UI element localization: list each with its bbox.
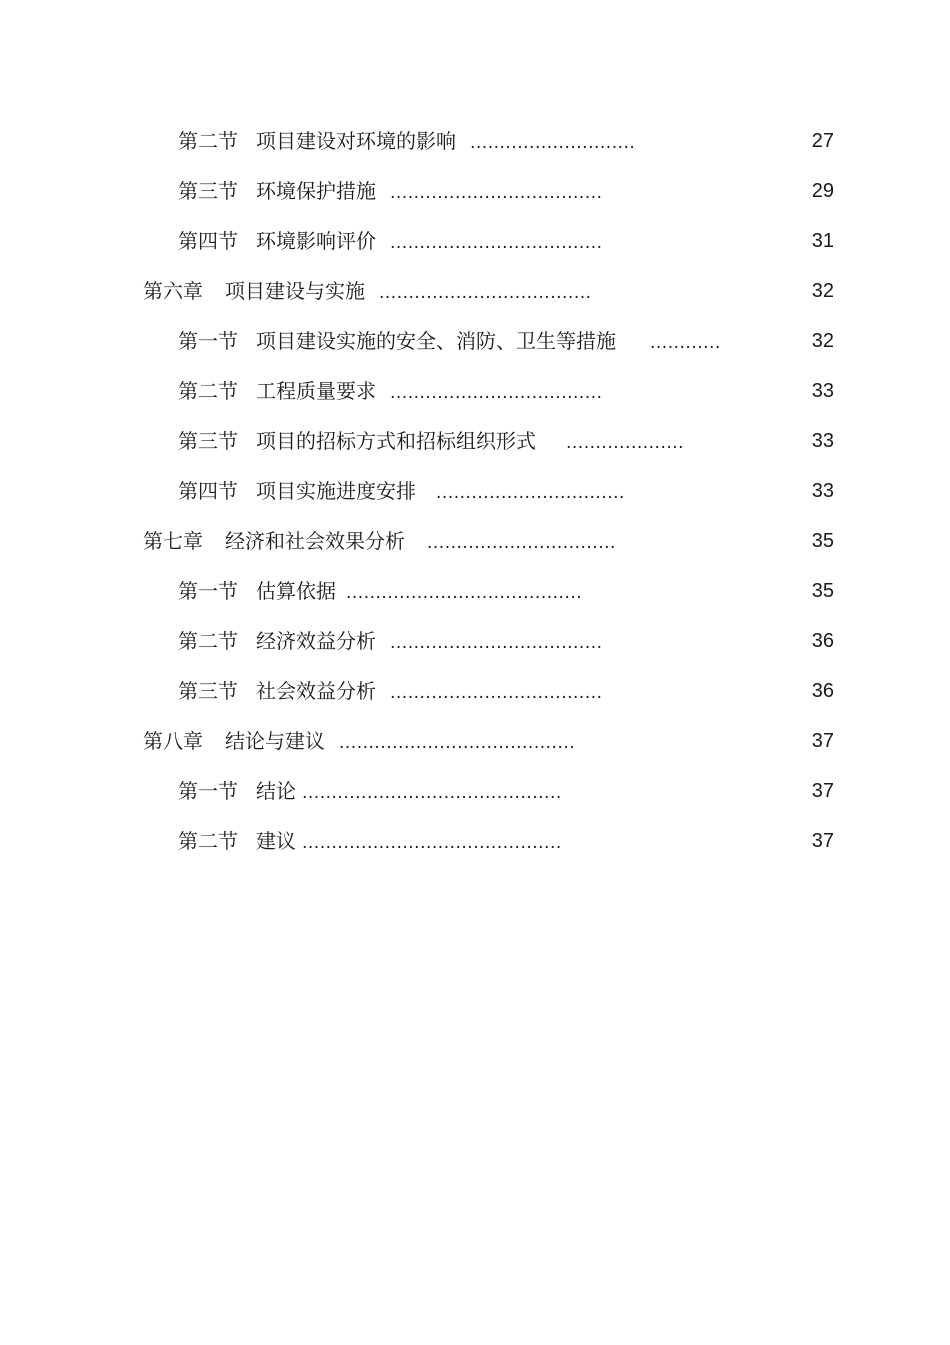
toc-dot-leader: .................................... bbox=[379, 283, 592, 303]
toc-entry-title: 经济效益分析 bbox=[256, 629, 376, 653]
toc-entry-title: 环境保护措施 bbox=[256, 179, 376, 203]
toc-entry-number: 第六章 bbox=[143, 279, 203, 303]
toc-entry[interactable] bbox=[0, 622, 950, 672]
toc-entry-title: 结论 bbox=[256, 779, 296, 803]
toc-page-number: 33 bbox=[811, 480, 834, 502]
toc-page-number: 35 bbox=[811, 530, 834, 552]
toc-entry-number: 第四节 bbox=[178, 229, 238, 253]
toc-page-number: 37 bbox=[811, 830, 834, 852]
toc-entry[interactable] bbox=[0, 122, 950, 172]
toc-chapter-entry[interactable] bbox=[0, 272, 950, 322]
toc-entry-title: 项目的招标方式和招标组织形式 bbox=[256, 429, 536, 453]
toc-entry[interactable] bbox=[0, 772, 950, 822]
toc-entry[interactable] bbox=[0, 372, 950, 422]
toc-entry-title: 项目建设实施的安全、消防、卫生等措施 bbox=[256, 329, 616, 353]
toc-entry-number: 第四节 bbox=[178, 479, 238, 503]
toc-page-number: 35 bbox=[811, 580, 834, 602]
toc-entry-number: 第一节 bbox=[178, 579, 238, 603]
toc-entry[interactable] bbox=[0, 322, 950, 372]
toc-entry-title: 建议 bbox=[256, 829, 296, 853]
toc-dot-leader: ................................ bbox=[436, 483, 625, 503]
toc-entry-number: 第三节 bbox=[178, 429, 238, 453]
table-of-contents bbox=[0, 122, 950, 872]
toc-page-number: 36 bbox=[811, 680, 834, 702]
toc-dot-leader: ............ bbox=[650, 333, 721, 353]
toc-entry[interactable] bbox=[0, 672, 950, 722]
toc-page-number: 36 bbox=[811, 630, 834, 652]
toc-entry-number: 第一节 bbox=[178, 779, 238, 803]
toc-entry-number: 第二节 bbox=[178, 829, 238, 853]
toc-dot-leader: ........................................ bbox=[339, 733, 576, 753]
toc-entry-number: 第三节 bbox=[178, 179, 238, 203]
toc-entry-title: 项目建设与实施 bbox=[225, 279, 365, 303]
toc-chapter-entry[interactable] bbox=[0, 722, 950, 772]
toc-entry-title: 项目实施进度安排 bbox=[256, 479, 416, 503]
toc-entry-title: 估算依据 bbox=[256, 579, 336, 603]
toc-entry[interactable] bbox=[0, 472, 950, 522]
toc-entry-title: 项目建设对环境的影响 bbox=[256, 129, 456, 153]
toc-dot-leader: .................................... bbox=[390, 183, 603, 203]
toc-entry-number: 第二节 bbox=[178, 629, 238, 653]
toc-entry-number: 第二节 bbox=[178, 379, 238, 403]
toc-entry[interactable] bbox=[0, 222, 950, 272]
toc-chapter-entry[interactable] bbox=[0, 522, 950, 572]
toc-dot-leader: ............................................ bbox=[302, 833, 562, 853]
toc-entry-number: 第一节 bbox=[178, 329, 238, 353]
toc-dot-leader: .................... bbox=[566, 433, 685, 453]
toc-entry-number: 第二节 bbox=[178, 129, 238, 153]
toc-dot-leader: .................................... bbox=[390, 683, 603, 703]
toc-entry[interactable] bbox=[0, 572, 950, 622]
toc-dot-leader: .................................... bbox=[390, 383, 603, 403]
toc-entry-title: 工程质量要求 bbox=[256, 379, 376, 403]
toc-entry-title: 社会效益分析 bbox=[256, 679, 376, 703]
toc-entry-number: 第八章 bbox=[143, 729, 203, 753]
toc-entry[interactable] bbox=[0, 822, 950, 872]
toc-entry-title: 经济和社会效果分析 bbox=[225, 529, 405, 553]
toc-page-number: 33 bbox=[811, 380, 834, 402]
toc-entry-number: 第七章 bbox=[143, 529, 203, 553]
toc-entry[interactable] bbox=[0, 172, 950, 222]
toc-page-number: 33 bbox=[811, 430, 834, 452]
toc-entry-number: 第三节 bbox=[178, 679, 238, 703]
toc-entry-title: 结论与建议 bbox=[225, 729, 325, 753]
toc-dot-leader: ........................................ bbox=[346, 583, 583, 603]
toc-dot-leader: .................................... bbox=[390, 633, 603, 653]
toc-dot-leader: .................................... bbox=[390, 233, 603, 253]
toc-entry-title: 环境影响评价 bbox=[256, 229, 376, 253]
toc-page-number: 29 bbox=[811, 180, 834, 202]
toc-dot-leader: ............................................ bbox=[302, 783, 562, 803]
toc-page-number: 27 bbox=[811, 130, 834, 152]
toc-page-number: 37 bbox=[811, 780, 834, 802]
toc-page-number: 32 bbox=[811, 330, 834, 352]
toc-page-number: 31 bbox=[811, 230, 834, 252]
toc-dot-leader: ................................ bbox=[427, 533, 616, 553]
toc-page-number: 32 bbox=[811, 280, 834, 302]
toc-dot-leader: ............................ bbox=[470, 133, 636, 153]
toc-page-number: 37 bbox=[811, 730, 834, 752]
toc-entry[interactable] bbox=[0, 422, 950, 472]
